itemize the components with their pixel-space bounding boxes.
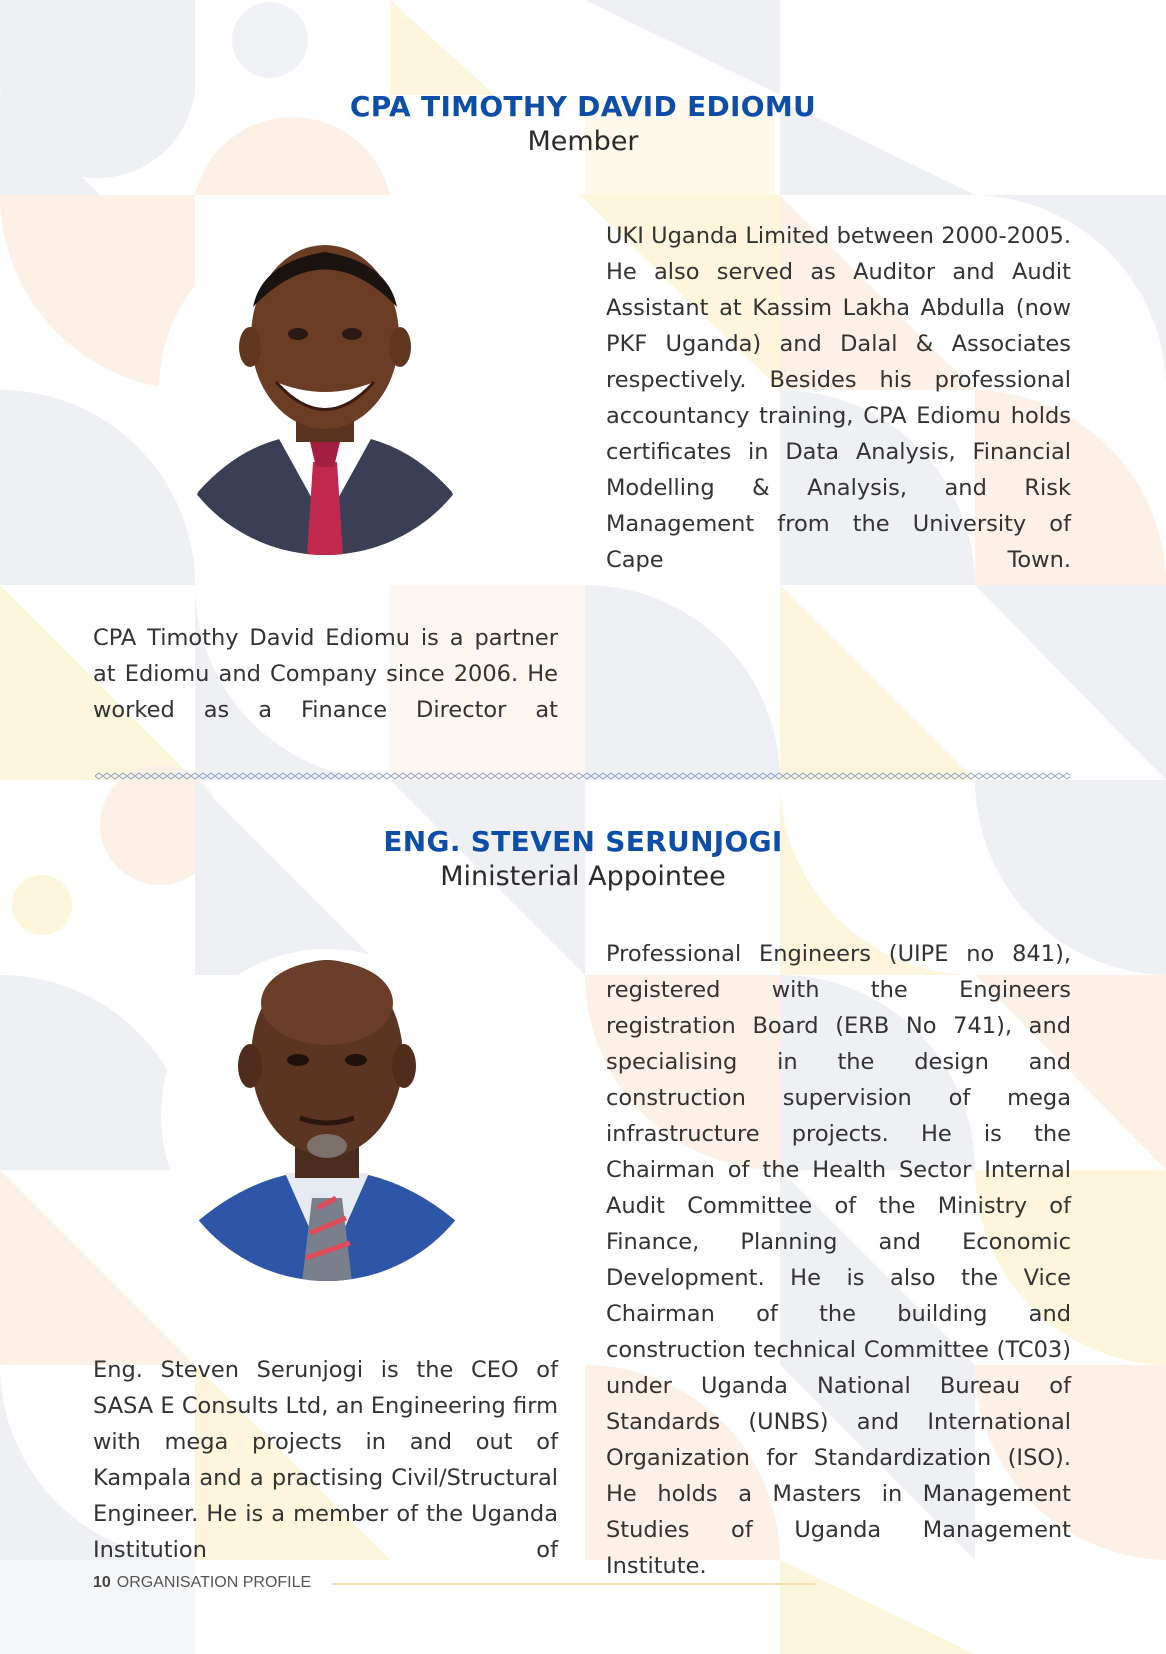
profile-name: ENG. STEVEN SERUNJOGI [383, 825, 783, 858]
portrait-photo [158, 222, 492, 556]
footer-section-title: ORGANISATION PROFILE [116, 1574, 312, 1591]
footer-rule [332, 1583, 816, 1585]
bio-right-column: UKI Uganda Limited between 2000-2005. He also served as Auditor and Audit Assistant at Kassim Lakha Abdulla (now PKF Uganda) and Dalal & Associates respectively. Besides his professional accountancy training, CPA Ediomu holds certificates in Data Analysis, Financial Modelling & Analysis, and Risk Management from the University of Cape Town. [606, 223, 1071, 573]
profile-role: Ministerial Appointee [440, 861, 726, 892]
section-divider [95, 771, 1070, 781]
portrait-photo [160, 948, 494, 1282]
page-footer [93, 1570, 311, 1596]
bio-left-column: Eng. Steven Serunjogi is the CEO of SASA E Consults Ltd, an Engineering firm with mega projects in and out of Kampala and a practising Civil/Structural Engineer. He is a member of the Uganda Institution of [93, 1357, 558, 1563]
profile-role: Member [527, 126, 639, 157]
profile-name: CPA TIMOTHY DAVID EDIOMU [349, 90, 817, 123]
bio-left-column: CPA Timothy David Ediomu is a partner at Ediomu and Company since 2006. He worked as a Finance Director at [93, 625, 558, 723]
page-number: 10 [93, 1574, 111, 1591]
bio-right-column: Professional Engineers (UIPE no 841), registered with the Engineers registration Board (ERB No 741), and specialising in the design and construction supervision of mega infrastructure projects. He is the Chairman of the Health Sector Internal Audit Committee of the Ministry of Finance, Planning and Economic Development. He is also the Vice Chairman of the building and construction technical Committee (TC03) under Uganda National Bureau of Standards (UNBS) and International Organization for Standardization (ISO). He holds a Masters in Management Studies of Uganda Management Institute. [606, 941, 1071, 1579]
